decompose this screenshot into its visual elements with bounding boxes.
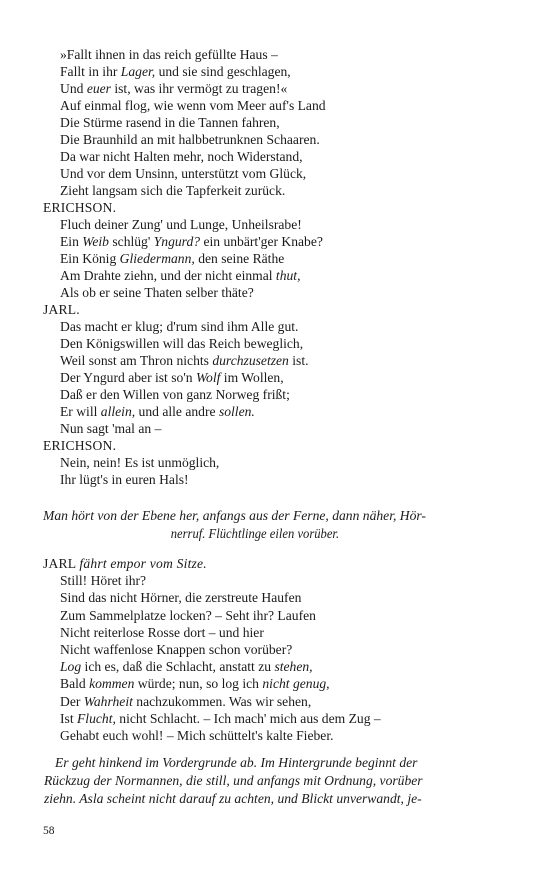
text-segment: Da war nicht Halten mehr, noch Widerstand, — [60, 149, 303, 164]
text-segment: Den Königswillen will das Reich beweglich, — [60, 336, 304, 351]
text-segment: nachzukommen. Was wir sehen, — [132, 693, 312, 709]
stage-direction-line: Rückzug der Normannen, die still, und anfangs mit Ordnung, vorüber — [44, 773, 423, 788]
italic-text: Wolf — [195, 370, 221, 385]
text-segment: Ihr lügt's in euren Hals! — [60, 472, 189, 487]
text-segment: Nicht reiterlose Rosse dort – und hier — [60, 624, 264, 640]
text-segment: Bald — [60, 676, 90, 692]
text-segment: im Wollen, — [220, 370, 284, 385]
verse-line — [60, 148, 303, 165]
text-segment: Daß er den Willen von ganz Norweg frißt; — [60, 387, 290, 402]
text-segment: Fluch deiner Zung' und Lunge, Unheilsrabe! — [60, 217, 302, 232]
verse-line — [60, 233, 323, 250]
stage-direction-line: Man hört von der Ebene her, anfangs aus der Ferne, dann näher, Hör- — [43, 508, 426, 523]
text-segment: und sie sind geschlagen, — [155, 64, 291, 79]
italic-text: fährt empor vom Sitze. — [79, 556, 207, 571]
verse-line — [60, 727, 334, 744]
verse-line — [60, 589, 301, 606]
verse-line — [60, 267, 300, 284]
text-segment: Der — [60, 693, 84, 709]
text-segment: Am Drahte ziehn, und der nicht einmal — [60, 268, 276, 283]
speaker-name — [43, 301, 80, 318]
verse-line — [60, 114, 280, 131]
text-segment: ich es, daß die Schlacht, anstatt zu — [81, 659, 275, 675]
italic-text: Wahrheit — [83, 693, 133, 709]
verse-line — [60, 624, 264, 641]
italic-text: Yngurd? — [153, 234, 201, 249]
text-segment: und alle andre — [135, 404, 219, 419]
verse-line — [60, 454, 219, 471]
verse-line — [60, 658, 313, 675]
text-segment: Weil sonst am Thron nichts — [60, 353, 213, 368]
text-segment: Der Yngurd aber ist so'n — [60, 370, 196, 385]
text-segment: Ein König — [60, 251, 120, 266]
text-segment: Die Stürme rasend in die Tannen fahren, — [60, 115, 280, 130]
text-segment: Fallt in ihr — [60, 64, 121, 79]
verse-line — [60, 471, 189, 488]
stage-direction-line: ziehn. Asla scheint nicht darauf zu achten, und Blickt unverwandt, je- — [44, 791, 422, 806]
italic-text: sollen. — [218, 404, 255, 419]
text-segment: Nun sagt 'mal an – — [60, 421, 162, 436]
italic-text: Gliedermann, — [119, 251, 195, 266]
italic-text: nicht genug, — [262, 676, 330, 692]
verse-line — [60, 607, 316, 624]
italic-text: stehen, — [274, 659, 313, 675]
text-segment: Sind das nicht Hörner, die zerstreute Haufen — [60, 590, 302, 606]
text-segment: Und — [60, 81, 87, 96]
verse-line — [60, 80, 287, 97]
italic-text: euer — [86, 81, 111, 96]
text-segment: Ein — [60, 234, 83, 249]
italic-text: Weib — [82, 234, 109, 249]
stage-direction-line: nerruf. Flüchtlinge eilen vorüber. — [170, 526, 340, 541]
verse-line — [60, 46, 278, 63]
verse-line — [60, 63, 291, 80]
text-segment: Als ob er seine Thaten selber thäte? — [60, 285, 254, 300]
verse-line — [60, 693, 311, 710]
text-segment: nicht Schlacht. – Ich mach' mich aus dem Zug – — [115, 710, 381, 726]
verse-line — [60, 284, 254, 301]
text-segment: ist, was ihr vermögt zu tragen!« — [110, 81, 288, 96]
text-segment: Die Braunhild an mit halbbetrunknen Schaaren. — [60, 132, 320, 147]
text-segment: Gehabt euch wohl! – Mich schüttelt's kalte Fieber. — [60, 728, 334, 743]
text-segment: Still! Höret ihr? — [60, 573, 147, 589]
text-segment: ist. — [288, 353, 309, 368]
text-segment: JARL. — [43, 302, 80, 317]
text-segment: Das macht er klug; d'rum sind ihm Alle gut. — [60, 319, 299, 334]
text-segment: den seine Räthe — [194, 251, 285, 266]
text-segment: würde; nun, so log ich — [134, 676, 263, 692]
verse-line — [60, 572, 146, 589]
verse-line — [60, 216, 302, 233]
italic-text: Flucht, — [77, 710, 116, 726]
verse-line — [60, 165, 306, 182]
verse-line — [60, 641, 292, 658]
verse-line — [60, 318, 298, 335]
text-segment: Zieht langsam sich die Tapferkeit zurück. — [60, 183, 286, 198]
italic-text: thut, — [275, 268, 301, 283]
page-number: 58 — [43, 825, 55, 837]
italic-text: kommen — [89, 676, 135, 692]
verse-line — [60, 250, 284, 267]
verse-line — [60, 182, 285, 199]
italic-text: Lager, — [120, 64, 156, 79]
text-segment: Zum Sammelplatze locken? – Seht ihr? Laufen — [60, 607, 316, 623]
text-segment: Nicht waffenlose Knappen schon vorüber? — [60, 642, 293, 657]
verse-line — [60, 369, 284, 386]
verse-line — [60, 131, 320, 148]
italic-text: durchzusetzen — [212, 353, 289, 368]
verse-line — [60, 97, 326, 114]
text-segment: Auf einmal flog, wie wenn vom Meer auf's Land — [60, 98, 326, 113]
italic-text: allein, — [100, 404, 136, 419]
verse-line — [60, 710, 381, 727]
verse-line — [60, 420, 161, 437]
text-segment: JARL — [43, 556, 80, 571]
italic-text: Log — [60, 659, 82, 675]
text-segment: ein unbärt'ger Knabe? — [200, 234, 323, 249]
text-segment: Und vor dem Unsinn, unterstützt vom Glück, — [60, 166, 307, 181]
text-segment: »Fallt ihnen in das reich gefüllte Haus – — [60, 47, 278, 62]
verse-line — [60, 386, 290, 403]
speaker-name — [43, 199, 116, 216]
verse-line — [60, 335, 303, 352]
verse-line — [60, 675, 330, 692]
speaker-name — [43, 437, 116, 454]
text-segment: Nein, nein! Es ist unmöglich, — [60, 455, 220, 470]
verse-line — [60, 403, 255, 420]
stage-direction-line: Er geht hinkend im Vordergrunde ab. Im Hintergrunde beginnt der — [55, 755, 418, 770]
text-segment: Ist — [60, 710, 77, 726]
text-segment: schlüg' — [108, 234, 154, 249]
text-segment: ERICHSON. — [43, 438, 117, 453]
text-segment: ERICHSON. — [43, 200, 117, 215]
text-segment: Er will — [60, 404, 101, 419]
speaker-name — [43, 555, 207, 572]
verse-line — [60, 352, 309, 369]
